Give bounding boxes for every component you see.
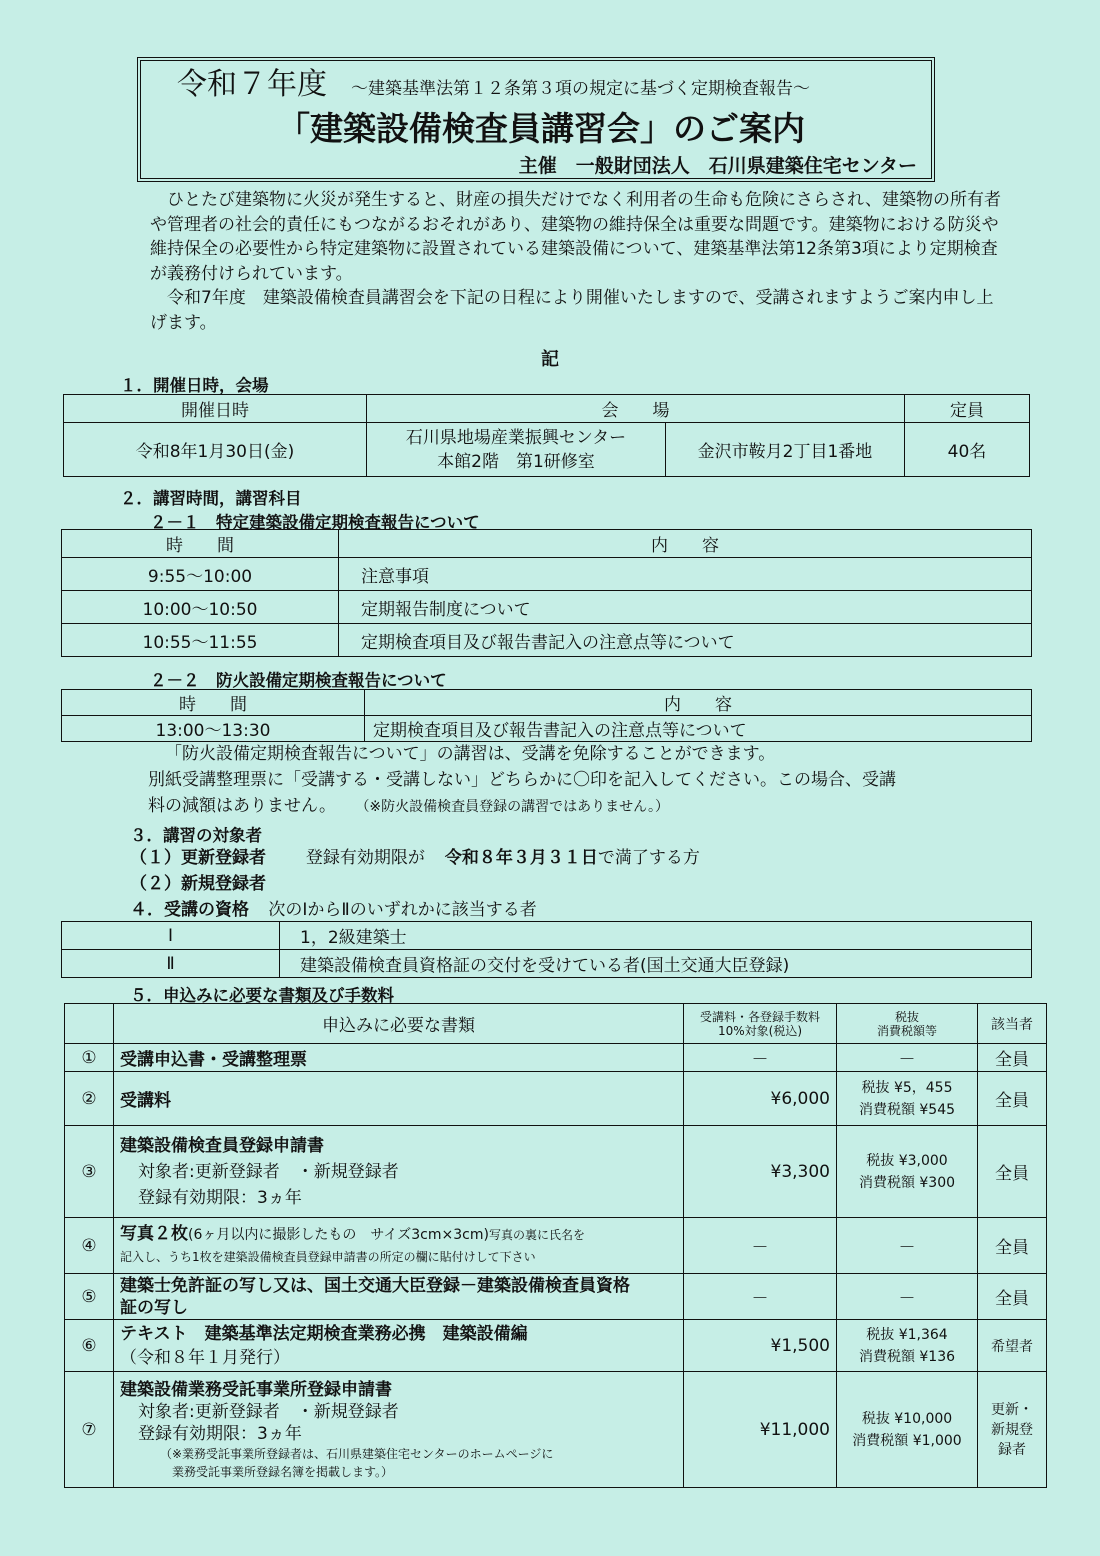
schedule-content: 注意事項 <box>339 558 1032 591</box>
subtitle: ～建築基準法第１２条第３項の規定に基づく定期検査報告～ <box>351 79 810 99</box>
section-2-2-heading: ２－２ 防火設備定期検査報告について <box>150 671 447 690</box>
fee-row-doc <box>114 1126 684 1218</box>
schedule-content: 定期検査項目及び報告書記入の注意点等について <box>339 624 1032 657</box>
fee-row-doc-line1 <box>120 1223 677 1246</box>
exemption-note-3-text: 料の減額はありません。 <box>148 796 337 816</box>
schedule-time: 13:00～13:30 <box>62 716 365 742</box>
fee-row-doc-title: 建築設備業務受託事業所登録申請書 <box>120 1379 392 1400</box>
fee-row-fee: － <box>684 1218 837 1274</box>
fee-row-fee: － <box>684 1044 837 1072</box>
section-4-title: ４．受講の資格 <box>130 900 249 920</box>
section-4-text: 次のⅠからⅡのいずれかに該当する者 <box>268 900 537 920</box>
fee-row-who: 全員 <box>978 1072 1047 1126</box>
fee-row-who: 全員 <box>978 1044 1047 1072</box>
exemption-note-3-remark: （※防火設備検査員登録の講習ではありません。） <box>355 799 670 815</box>
fee-row-tax <box>837 1372 978 1488</box>
section-1-heading: １．開催日時，会場 <box>120 376 269 395</box>
fee-header-who: 該当者 <box>978 1004 1047 1044</box>
fee-row-who: 全員 <box>978 1126 1047 1218</box>
fee-row-doc <box>114 1372 684 1488</box>
fee-row-tax <box>837 1320 978 1372</box>
fee-row-doc-photo: 写真２枚 <box>120 1224 188 1244</box>
schedule-time: 10:55～11:55 <box>62 624 339 657</box>
schedule-content: 定期報告制度について <box>339 591 1032 624</box>
fee-header-tax-line2: 消費税額等 <box>876 1023 937 1038</box>
schedule-time: 9:55～10:00 <box>62 558 339 591</box>
section-3-heading: ３．講習の対象者 <box>130 826 262 845</box>
fee-row-tax-excl: 税抜 ¥5，455 <box>861 1079 953 1096</box>
fee-row-tax: － <box>837 1044 978 1072</box>
fee-row-num: ④ <box>65 1218 114 1274</box>
fee-row-doc <box>114 1320 684 1372</box>
fee-row-tax-amount: 消費税額 ¥136 <box>858 1348 956 1365</box>
venue-date: 令和8年1月30日(金) <box>64 423 367 477</box>
exemption-note-1: 「防火設備定期検査報告について」の講習は、受講を免除することができます。 <box>165 744 776 764</box>
fee-row-tax: － <box>837 1274 978 1320</box>
schedule-header-time: 時 間 <box>62 690 365 716</box>
fee-row-fee: ¥6,000 <box>684 1072 837 1126</box>
schedule-time: 10:00～10:50 <box>62 591 339 624</box>
schedule-header-content: 内 容 <box>365 690 1032 716</box>
title-line <box>177 67 917 107</box>
fee-row-num: ⑦ <box>65 1372 114 1488</box>
fee-row-who: 全員 <box>978 1274 1047 1320</box>
section-2-heading: ２．講習時間，講習科目 <box>120 489 302 508</box>
fee-header-doc: 申込みに必要な書類 <box>114 1004 684 1044</box>
fee-row-doc-validity: 登録有効期限：3ヵ年 <box>138 1423 302 1444</box>
fee-row-tax: － <box>837 1218 978 1274</box>
fee-row-tax-amount: 消費税額 ¥545 <box>858 1101 956 1118</box>
fee-row-doc-note1: （※業務受託事業所登録者は、石川県建築住宅センターのホームページに <box>160 1446 554 1461</box>
fee-row-tax-amount: 消費税額 ¥300 <box>858 1174 956 1191</box>
fee-row-tax-excl: 税抜 ¥10,000 <box>861 1410 953 1427</box>
fee-row-who-line1: 更新・ <box>991 1401 1033 1418</box>
fee-table <box>64 1003 1047 1488</box>
qualification-num: Ⅱ <box>62 950 280 978</box>
fee-header-tax <box>837 1004 978 1044</box>
fee-row-doc: 受講料 <box>114 1072 684 1126</box>
fee-row-who: 全員 <box>978 1218 1047 1274</box>
fee-row-tax-amount: 消費税額 ¥1,000 <box>852 1432 962 1449</box>
main-title: 「建築設備検査員講習会」のご案内 <box>277 109 805 148</box>
section-2-1-heading: ２－１ 特定建築設備定期検査報告について <box>150 513 480 532</box>
ki-heading: 記 <box>541 349 559 370</box>
target-renewal <box>130 845 700 871</box>
fee-row-tax <box>837 1072 978 1126</box>
fee-row-fee: ¥11,000 <box>684 1372 837 1488</box>
fee-row-doc-line2: 記入し、うち1枚を建築設備検査員登録申請書の所定の欄に貼付けして下さい <box>120 1250 536 1264</box>
venue-address: 金沢市鞍月2丁目1番地 <box>666 423 905 477</box>
intro-paragraph-1: ひとたび建築物に火災が発生すると、財産の損失だけでなく利用者の生命も危険にさらされ、建築物の所有者や管理者の社会的責任にもつながるおそれがあり、建築物の維持保全は重要な問題です。建築物における防災や維持保全の必要性から特定建築物に設置されている建築設備について、建築基準法第12条第3項により定期検査が義務付けられています。 <box>150 190 1002 284</box>
target-renewal-date: 令和８年３月３１日 <box>444 848 598 868</box>
qualification-table <box>61 921 1032 978</box>
fee-row-doc <box>114 1218 684 1274</box>
schedule-header-time: 時 間 <box>62 530 339 558</box>
target-renewal-end: で満了する方 <box>597 848 700 868</box>
fee-header-num <box>65 1004 114 1044</box>
fee-row-num: ② <box>65 1072 114 1126</box>
fee-row-doc-validity: 登録有効期限：3ヵ年 <box>138 1187 302 1208</box>
fee-row-tax <box>837 1126 978 1218</box>
fee-row-doc-line2: 証の写し <box>120 1297 188 1318</box>
qualification-num: Ⅰ <box>62 922 280 950</box>
fee-header-tax-line1: 税抜 <box>894 1009 919 1024</box>
section-5-heading: ５．申込みに必要な書類及び手数料 <box>130 986 394 1005</box>
fee-row-num: ⑥ <box>65 1320 114 1372</box>
fee-row-doc-line1: 建築士免許証の写し又は、国土交通大臣登録－建築設備検査員資格 <box>120 1275 630 1296</box>
fee-row-doc-photo-note: 写真の裏に氏名を <box>488 1228 585 1242</box>
fee-row-doc-line1: テキスト 建築基準法定期検査業務必携 建築設備編 <box>120 1323 528 1344</box>
fee-row-tax-excl: 税抜 ¥1,364 <box>866 1326 948 1343</box>
fee-row-doc-target: 対象者:更新登録者 ・新規登録者 <box>138 1401 399 1422</box>
qualification-text: 建築設備検査員資格証の交付を受けている者(国土交通大臣登録) <box>280 950 1032 978</box>
target-renewal-label: （１）更新登録者 <box>130 848 266 868</box>
organizer: 主催 一般財団法人 石川県建築住宅センター <box>518 155 917 177</box>
fee-row-num: ① <box>65 1044 114 1072</box>
target-renewal-text: 登録有効期限が <box>305 848 425 868</box>
venue-capacity: 40名 <box>905 423 1030 477</box>
fee-row-fee: － <box>684 1274 837 1320</box>
fee-row-who-line2: 新規登 <box>991 1421 1033 1438</box>
venue-header-capacity: 定員 <box>905 395 1030 423</box>
schedule-table-1 <box>61 529 1032 657</box>
fee-row-who <box>978 1372 1047 1488</box>
fee-row-doc <box>114 1274 684 1320</box>
exemption-note-2: 別紙受講整理票に「受講する・受講しない」どちらかに〇印を記入してください。この場合、受講 <box>148 770 896 790</box>
fee-row-doc: 受講申込書・受講整理票 <box>114 1044 684 1072</box>
fee-row-tax-excl: 税抜 ¥3,000 <box>866 1152 948 1169</box>
venue-header-venue: 会 場 <box>367 395 905 423</box>
qualification-text: 1，2級建築士 <box>280 922 1032 950</box>
fee-header-fee <box>684 1004 837 1044</box>
header-box <box>137 57 935 182</box>
fee-row-doc-title: 建築設備検査員登録申請書 <box>120 1135 324 1156</box>
fee-header-fee-line2: 10%対象(税込) <box>717 1023 803 1038</box>
fee-row-num: ③ <box>65 1126 114 1218</box>
intro-text <box>150 188 1005 335</box>
schedule-table-2 <box>61 689 1032 742</box>
venue-table <box>63 394 1030 477</box>
fee-row-fee: ¥3,300 <box>684 1126 837 1218</box>
fee-row-fee: ¥1,500 <box>684 1320 837 1372</box>
section-4-heading <box>130 897 537 923</box>
venue-name <box>367 423 666 477</box>
venue-name-line1: 石川県地場産業振興センター <box>405 427 627 448</box>
schedule-content: 定期検査項目及び報告書記入の注意点等について <box>365 716 1032 742</box>
fee-row-doc-line2: （令和８年１月発行） <box>120 1347 290 1368</box>
fee-row-doc-photo-size: (6ヶ月以内に撮影したもの サイズ3cm×3cm) <box>188 1227 489 1243</box>
venue-name-line2: 本館2階 第1研修室 <box>437 451 595 472</box>
fee-row-doc-target: 対象者:更新登録者 ・新規登録者 <box>138 1161 399 1182</box>
fee-row-doc-note2: 業務受託事業所登録名簿を掲載します。） <box>172 1464 394 1479</box>
target-new: （２）新規登録者 <box>130 874 266 894</box>
intro-paragraph-2: 令和7年度 建築設備検査員講習会を下記の日程により開催いたしますので、受講されますようご案内申し上げます。 <box>150 288 994 333</box>
fee-row-who: 希望者 <box>978 1320 1047 1372</box>
fee-row-who-line3: 録者 <box>998 1441 1026 1458</box>
year-label: 令和７年度 <box>177 67 327 102</box>
fee-row-num: ⑤ <box>65 1274 114 1320</box>
schedule-header-content: 内 容 <box>339 530 1032 558</box>
exemption-note-3 <box>148 793 669 820</box>
venue-header-date: 開催日時 <box>64 395 367 423</box>
fee-header-fee-line1: 受講料・各登録手数料 <box>699 1009 820 1024</box>
